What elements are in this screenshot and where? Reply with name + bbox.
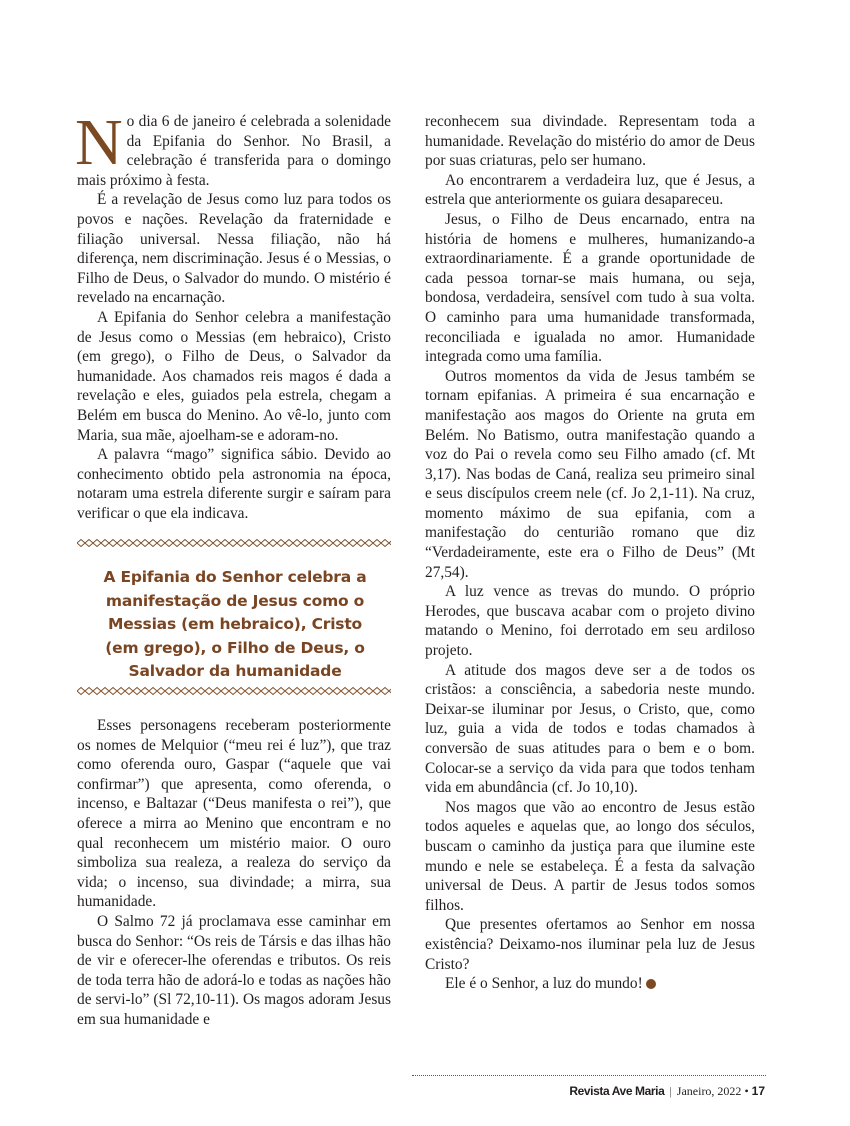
paragraph: Que presentes ofertamos ao Senhor em nossa existência? Deixamo-nos iluminar pela luz de Jesus Cristo? [425,916,755,973]
right-column [425,112,755,994]
page-number: 17 [751,1084,765,1098]
paragraph: Nos magos que vão ao encontro de Jesus estão todos aqueles e aquelas que, ao longo dos séculos, buscam o caminho da justiça para que ilumine este mundo e nele se estabeleça. É a festa da salvação universal de Deus. A partir de Jesus todos somos filhos. [425,798,755,914]
paragraph-text: Ele é o Senhor, a luz do mundo! [445,975,643,993]
paragraph: A luz vence as trevas do mundo. O próprio Herodes, que buscava acabar com o projeto divino matando o Menino, foi derrotado em seu ardiloso projeto. [425,583,755,660]
paragraph: Outros momentos da vida de Jesus também se tornam epifanias. A primeira é sua encarnação e manifestação aos magos do Oriente na gruta em Belém. No Batismo, outra manifestação quando a voz do Pai o revela como seu Filho amado (cf. Mt 3,17). Nas bodas de Caná, realiza seu primeiro sinal e seus discípulos creem nele (cf. Jo 2,1-11). Na cruz, momento máximo de sua epifania, com a manifestação do centurião romano que diz “Verdadeiramente, este era o Filho de Deus” (Mt 27,54). [425,367,755,581]
left-column-top [75,106,391,523]
footer-separator: | [669,1084,672,1098]
paragraph: reconhecem sua divindade. Representam toda a humanidade. Revelação do mistério do amor de Deus por suas criaturas, pelo ser humano. [425,113,755,170]
drop-cap: N [75,106,123,179]
left-column-bottom [77,716,391,1030]
paragraph: Ao encontrarem a verdadeira luz, que é Jesus, a estrela que anteriormente os guiara desapareceu. [425,171,755,209]
paragraph-text: o dia 6 de janeiro é celebrada a solenidade da Epifania do Senhor. No Brasil, a celebração é transferida para o domingo mais próximo à festa. [77,113,391,189]
diamond-divider-bottom [77,686,391,696]
paragraph: Jesus, o Filho de Deus encarnado, entra na história de homens e mulheres, humanizando-a extraordinariamente. É a grande oportunidade de cada pessoa tornar-se mais humana, ou seja, bondosa, verdadeira, sensível com tudo à sua volta. O caminho para uma humanidade transformada, reconciliada e igualada no amor. Humanidade integrada como uma família. [425,210,755,366]
footer-divider [412,1075,766,1076]
page-footer [569,1084,765,1099]
paragraph: A atitude dos magos deve ser a de todos os cristãos: a consciência, a sabedoria neste mundo. Deixar-se iluminar por Jesus, o Cristo, que, como luz, guia a vida de todos e todas chamados à conversão de suas atitudes para o bem e o bom. Colocar-se a serviço da vida para que todos tenham vida em abundância (cf. Jo 10,10). [425,661,755,797]
paragraph: É a revelação de Jesus como luz para todos os povos e nações. Revelação da fraternidade e filiação universal. Nessa filiação, não há diferença, nem discriminação. Jesus é o Messias, o Filho de Deus, o Salvador do mundo. O mistério é revelado na encarnação. [77,191,391,307]
paragraph: Esses personagens receberam posteriormente os nomes de Melquior (“meu rei é luz”), que traz como oferenda ouro, Gaspar (“aquele que vai confirmar”) que apresenta, como oferenda, o incenso, e Baltazar (“Deus manifesta o rei”), que oferece a mirra ao Menino que encontram e no qual reconhecem um mistério maior. O ouro simboliza sua realeza, a realeza do serviço da vida; o incenso, sua divindade; a mirra, sua humanidade. [77,717,391,911]
issue-date: Janeiro, 2022 [676,1084,742,1098]
paragraph: A palavra “mago” significa sábio. Devido ao conhecimento obtido pela astronomia na época, notaram uma estrela diferente surgir e saíram para verificar o que ela indicava. [77,446,391,522]
paragraph: A Epifania do Senhor celebra a manifestação de Jesus como o Messias (em hebraico), Cristo (em grego), o Filho de Deus, o Salvador da humanidade. Aos chamados reis magos é dada a revelação e eles, guiados pela estrela, chegam a Belém em busca do Menino. Ao vê-lo, junto com Maria, sua mãe, ajoelham-se e adoram-no. [77,308,391,444]
paragraph: O Salmo 72 já proclamava esse caminhar em busca do Senhor: “Os reis de Társis e das ilhas hão de vir e oferecer-lhe oferendas e tributos. Os reis de toda terra hão de adorá-lo e todas as nações hão de servi-lo” (Sl 72,10-11). Os magos adoram Jesus em sua humanidade e [77,912,391,1028]
bullet-icon: • [744,1084,749,1098]
diamond-divider-top [77,538,391,548]
paragraph [425,974,755,994]
magazine-name: Revista Ave Maria [569,1084,665,1098]
paragraph [75,106,391,190]
pull-quote: A Epifania do Senhor celebra a manifestação de Jesus como o Messias (em hebraico), Cristo (em grego), o Filho de Deus, o Salvador da humanidade [103,568,367,680]
end-mark-icon [646,979,656,989]
